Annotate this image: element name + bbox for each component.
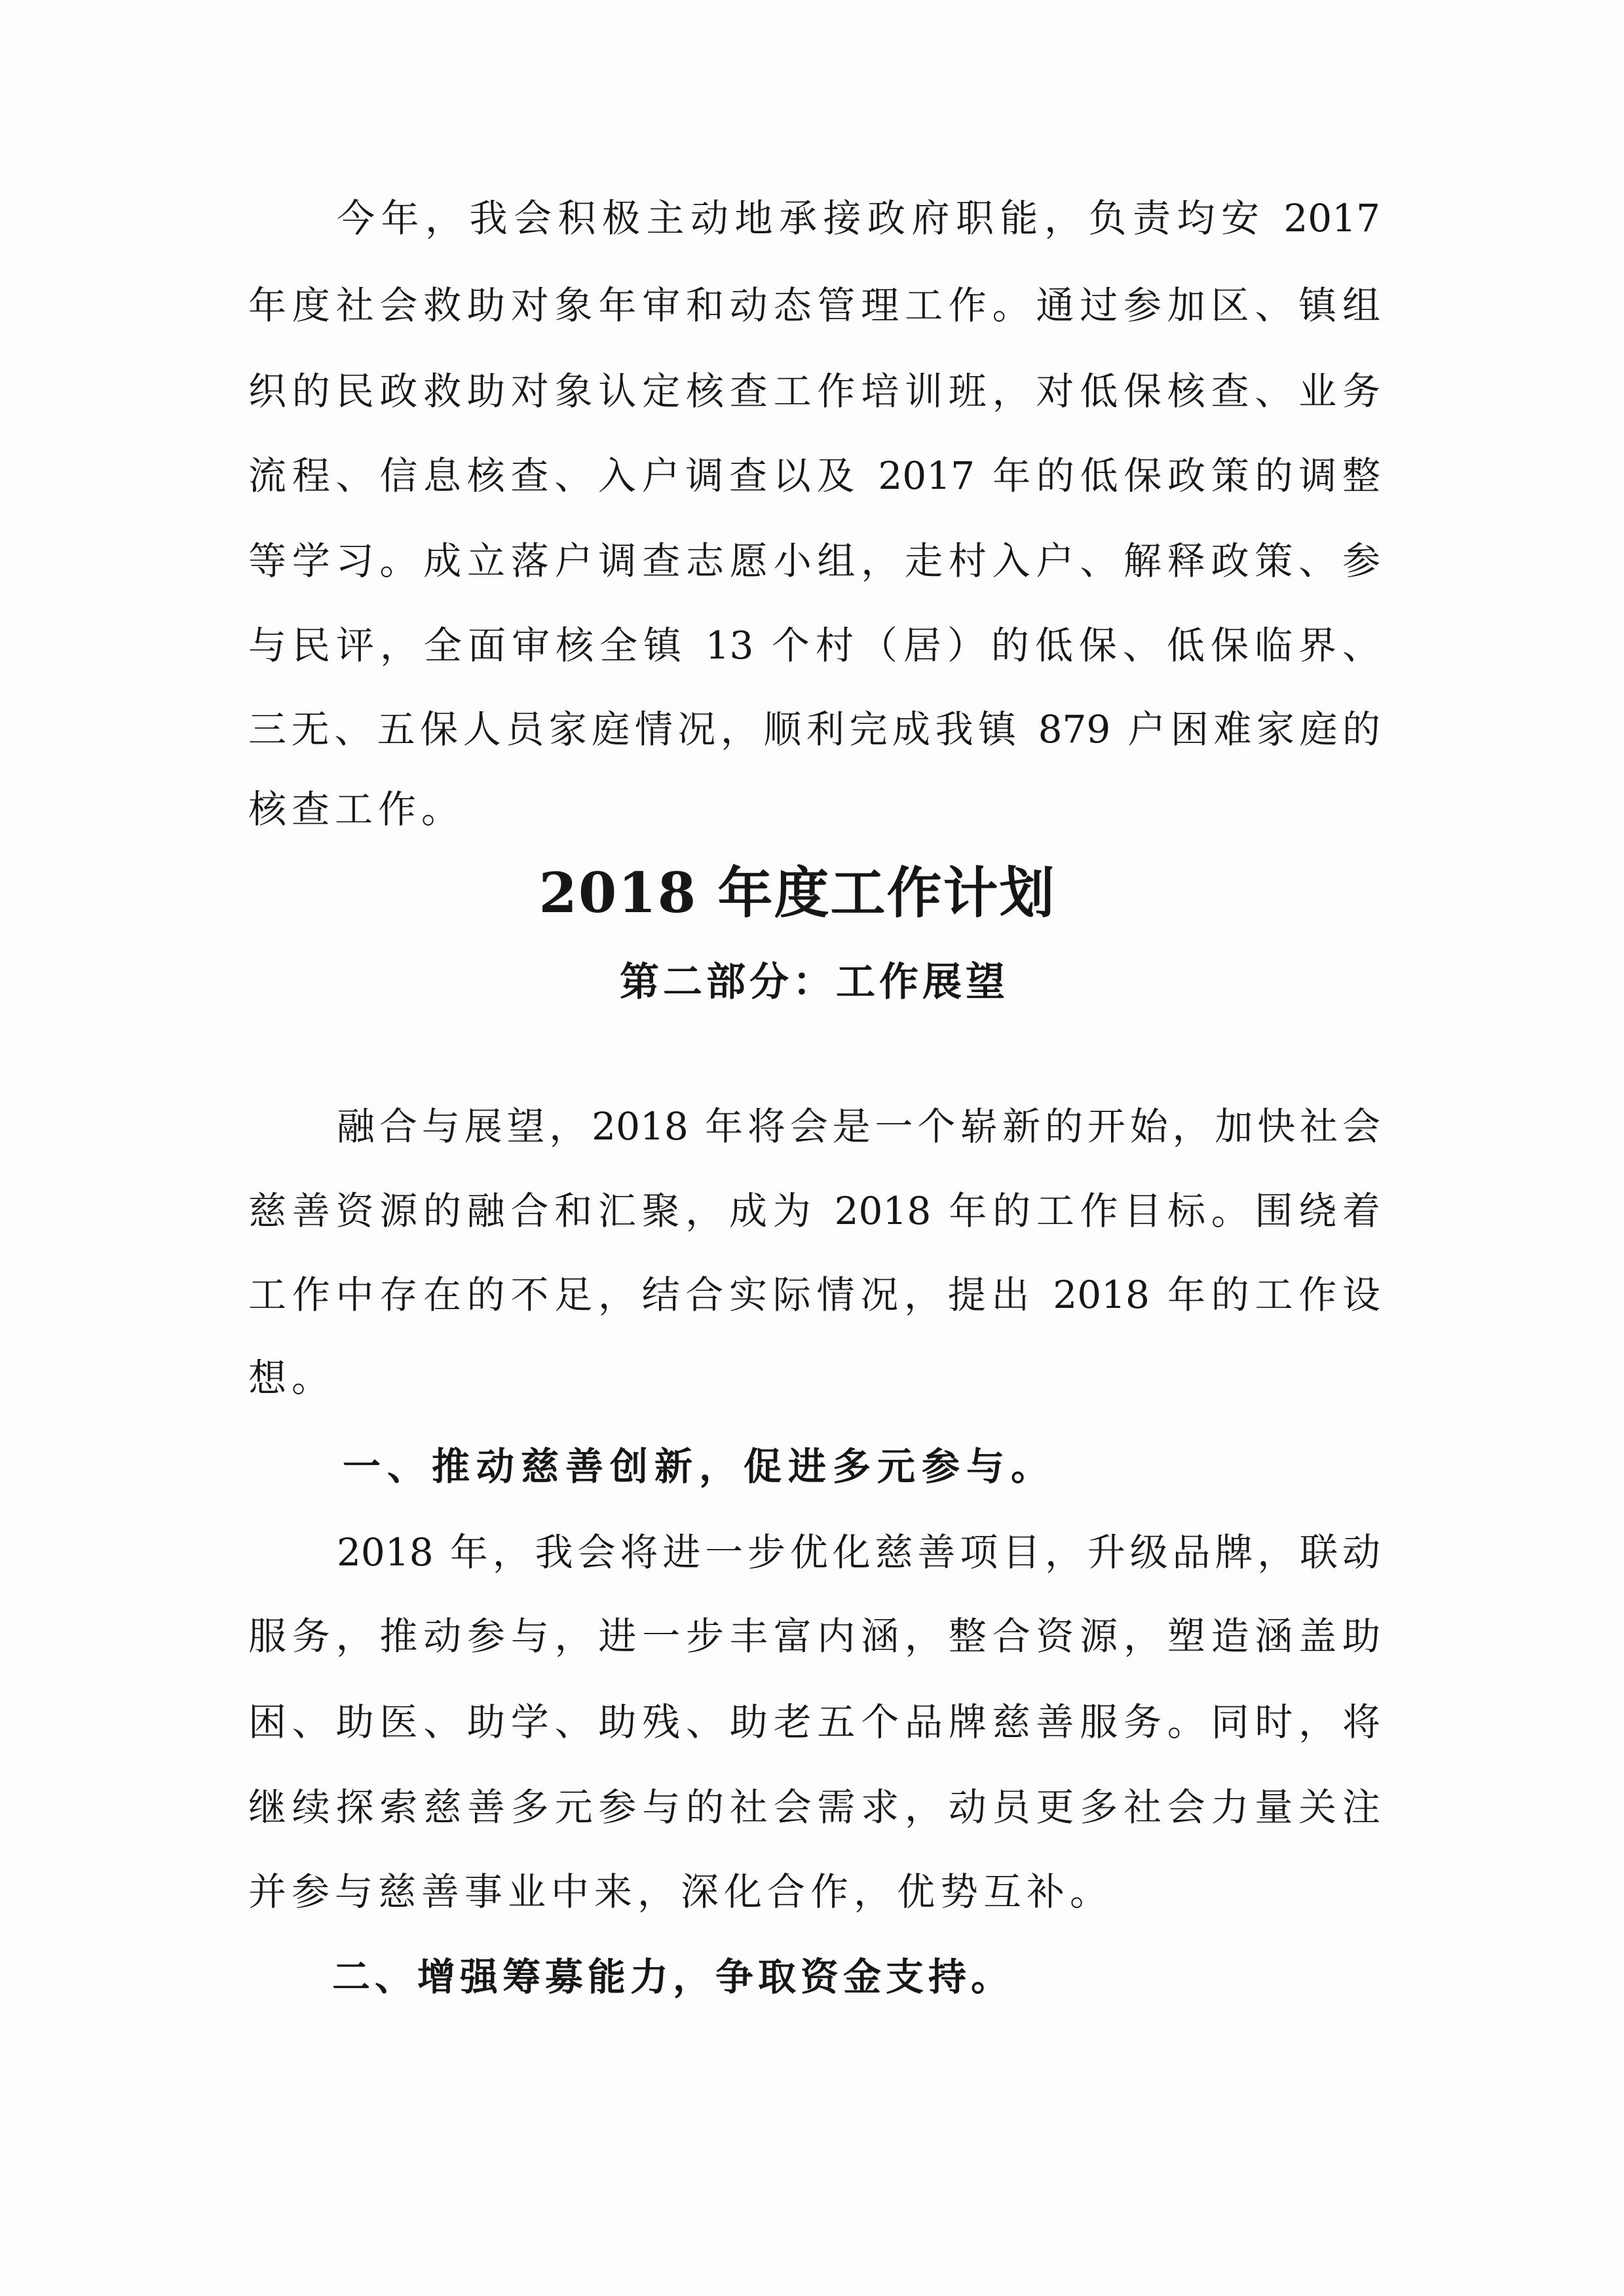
paragraph-line: 年度社会救助对象年审和动态管理工作。通过参加区、镇组 — [248, 283, 1380, 328]
paragraph-line: 并参与慈善事业中来，深化合作，优势互补。 — [248, 1869, 1114, 1914]
document-title: 2018 年度工作计划 — [538, 860, 1056, 925]
paragraph-line: 三无、五保人员家庭情况，顺利完成我镇 879 户困难家庭的 — [248, 707, 1380, 752]
section-heading-1: 一、推动慈善创新，促进多元参与。 — [343, 1444, 1056, 1489]
paragraph-line: 想。 — [248, 1356, 335, 1400]
paragraph-line: 今年，我会积极主动地承接政府职能，负责均安 2017 — [337, 196, 1380, 240]
paragraph-line: 核查工作。 — [248, 787, 465, 832]
paragraph-line: 融合与展望，2018 年将会是一个崭新的开始，加快社会 — [337, 1104, 1380, 1149]
paragraph-line: 慈善资源的融合和汇聚，成为 2018 年的工作目标。围绕着 — [248, 1189, 1380, 1233]
document-subtitle: 第二部分：工作展望 — [620, 959, 1009, 1005]
paragraph-line: 工作中存在的不足，结合实际情况，提出 2018 年的工作设 — [248, 1272, 1380, 1317]
paragraph-line: 流程、信息核查、入户调查以及 2017 年的低保政策的调整 — [248, 453, 1380, 498]
paragraph-line: 服务，推动参与，进一步丰富内涵，整合资源，塑造涵盖助 — [248, 1614, 1380, 1658]
paragraph-line: 织的民政救助对象认定核查工作培训班，对低保核查、业务 — [248, 369, 1380, 413]
paragraph-line: 等学习。成立落户调查志愿小组，走村入户、解释政策、参 — [248, 539, 1380, 583]
paragraph-line: 2018 年，我会将进一步优化慈善项目，升级品牌，联动 — [337, 1530, 1380, 1575]
section-heading-2: 二、增强筹募能力，争取资金支持。 — [332, 1955, 1014, 1999]
paragraph-line: 继续探索慈善多元参与的社会需求，动员更多社会力量关注 — [248, 1785, 1380, 1829]
paragraph-line: 困、助医、助学、助残、助老五个品牌慈善服务。同时，将 — [248, 1700, 1380, 1744]
paragraph-line: 与民评，全面审核全镇 13 个村（居）的低保、低保临界、 — [248, 623, 1380, 668]
